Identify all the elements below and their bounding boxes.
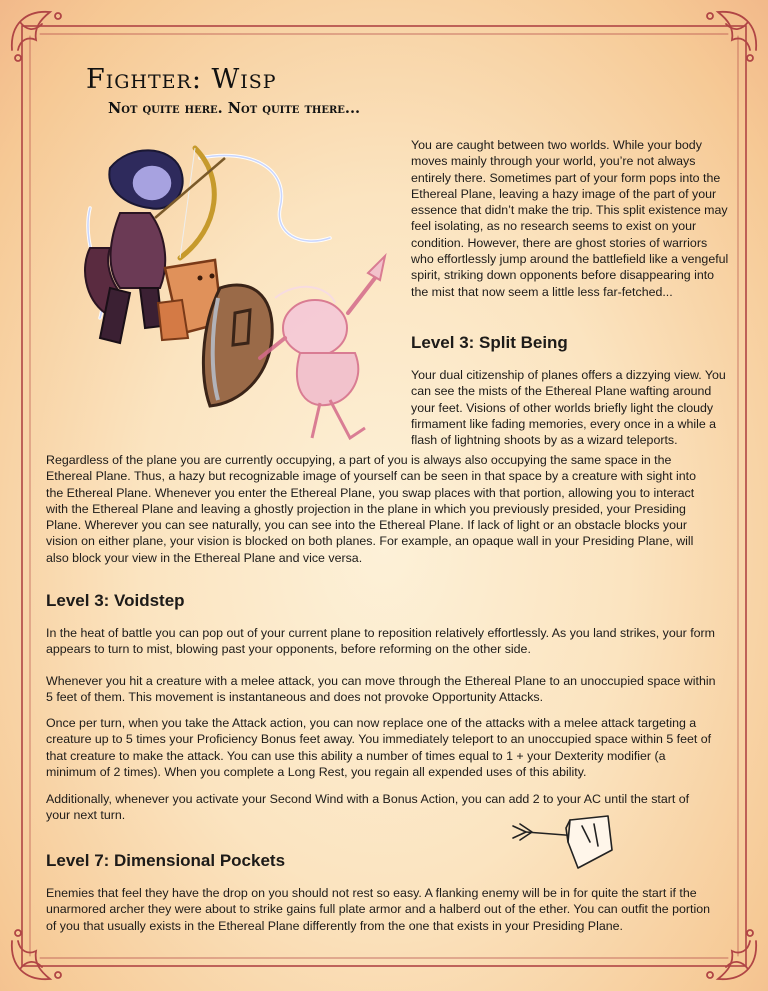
page-subtitle: Not quite here. Not quite there... (108, 100, 361, 117)
wisp-fighter-illustration (50, 138, 400, 460)
corner-flourish-icon (707, 12, 756, 61)
corner-flourish-icon (12, 12, 61, 61)
corner-flourish-icon (12, 930, 61, 979)
heading-dimensional-pockets: Level 7: Dimensional Pockets (46, 851, 286, 870)
enemy-figure (158, 260, 272, 406)
ghost-wisp-figure (260, 256, 385, 438)
dimensional-pockets-paragraph: Enemies that feel they have the drop on you should not rest so easy. A flanking enemy will be in for quite the start if the unarmored archer they were about to strike gains full plate armor and a halberd out of the ether. You can outfit the portion of you that usually exists in the Ethereal Plane differently from the one that exists in your Presiding Plane. (46, 886, 710, 933)
heading-voidstep: Level 3: Voidstep (46, 591, 185, 610)
voidstep-paragraph-4: Additionally, whenever you activate your Second Wind with a Bonus Action, you can add 2 to your AC until the start of your next turn. (46, 792, 690, 823)
heading-split-being: Level 3: Split Being (411, 333, 568, 352)
voidstep-paragraph-1: In the heat of battle you can pop out of your current plane to reposition relatively effortlessly. As you land strikes, your form appears to turn to mist, blowing past your opponents, before reforming on the other side. (46, 626, 715, 657)
voidstep-paragraph-3: Once per turn, when you take the Attack action, you can now replace one of the attacks with a melee attack targeting a creature up to 5 times your Proficiency Bonus feet away. You immediately teleport to an unoccupied space within 5 feet of that creature to make the attack. You can use this ability a number of times equal to 1 + your Dexterity modifier (a minimum of 2 times). When you complete a Long Rest, you regain all expended uses of this ability. (46, 716, 712, 779)
intro-paragraph: You are caught between two worlds. While your body moves mainly through your world, you’re not always entirely there. Sometimes part of your form pops into the Ethereal Plane, leaving a hazy image of the part of your essence that didn’t make the trip. This split existence may feel isolating, as no research seems to exist on your condition. However, there are ghost stories of warriors who effortlessly jump around the battlefield like a vengeful spirit, striking down opponents before disappearing into the mist that now seem a little less far-fetched... (411, 138, 729, 299)
voidstep-paragraph-2: Whenever you hit a creature with a melee attack, you can move through the Ethereal Plane to an unoccupied space within 5 feet of them. This movement is instantaneous and does not provoke Opportunity Attacks. (46, 674, 716, 705)
split-being-paragraph-2: Regardless of the plane you are currently occupying, a part of you is always also occupying the same space in the Ethereal Plane. Thus, a hazy but recognizable image of yourself can be seen in that space by a creature with sight into the Ethereal Plane. Whenever you enter the Ethereal Plane, you swap places with that portion, allowing you to interact with the Ethereal Plane and leaving a ghostly projection in the plane in which you previously presided, your Presiding Plane. Wherever you can see naturally, you can see into the Ethereal Plane. If lack of light or an obstacle blocks your vision on either plane, your vision is blocked on both planes. For example, an opaque wall in your Presiding Plane, will also block your view in the Ethereal Plane and vice versa. (46, 453, 696, 565)
corner-flourish-icon (707, 930, 756, 979)
split-being-paragraph-1: Your dual citizenship of planes offers a dizzying view. You can see the mists of the Ethereal Plane wafting around your feet. Visions of other worlds briefly light the cloudy firmament like fading memories, every once in a while a flash of lightning shoots by as a wizard teleports. (411, 368, 726, 448)
arrow-in-block-icon (508, 812, 616, 872)
page-title: Fighter: Wisp (86, 64, 277, 95)
